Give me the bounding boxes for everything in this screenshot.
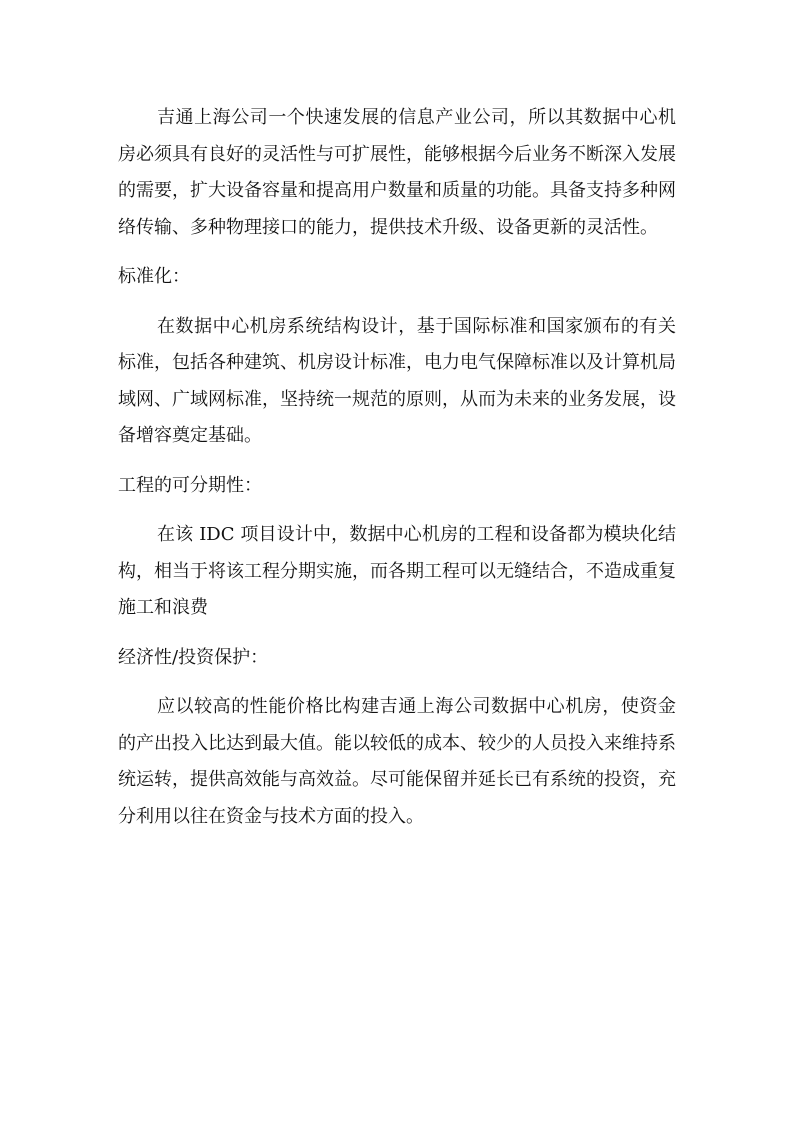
heading-phased-construction: 工程的可分期性： [118, 474, 262, 496]
paragraph-spacing [118, 455, 676, 468]
heading-investment-protection: 经济性/投资保护： [118, 646, 269, 668]
paragraph-spacing [118, 627, 676, 640]
paragraph-standardization: 在数据中心机房系统结构设计，基于国际标准和国家颁布的有关标准，包括各种建筑、机房设计标准，电力电气保障标准以及计算机局域网、广域网标准，坚持统一规范的原则，从而为未来的业务发展，设备增容奠定基础。 [118, 315, 676, 446]
heading-standardization: 标准化： [118, 266, 190, 287]
paragraph-phased-construction: 在该 IDC 项目设计中，数据中心机房的工程和设备都为模块化结构，相当于将该工程分期实施，而各期工程可以无缝结合，不造成重复施工和浪费 [118, 524, 676, 618]
paragraph-spacing [118, 246, 676, 259]
paragraph-investment-protection: 应以较高的性能价格比构建吉通上海公司数据中心机房，使资金的产出投入比达到最大值。能以较低的成本、较少的人员投入来维持系统运转，提供高效能与高效益。尽可能保留并延长已有系统的投资，充分利用以往在资金与技术方面的投入。 [118, 696, 676, 827]
paragraph-spacing [118, 296, 676, 309]
paragraph-flexibility: 吉通上海公司一个快速发展的信息产业公司，所以其数据中心机房必须具有良好的灵活性与可扩展性，能够根据今后业务不断深入发展的需要，扩大设备容量和提高用户数量和质量的功能。具备支持多种网络传输、多种物理接口的能力，提供技术升级、设备更新的灵活性。 [118, 107, 676, 238]
document-body [118, 100, 676, 835]
paragraph-spacing [118, 504, 676, 517]
paragraph-spacing [118, 676, 676, 689]
